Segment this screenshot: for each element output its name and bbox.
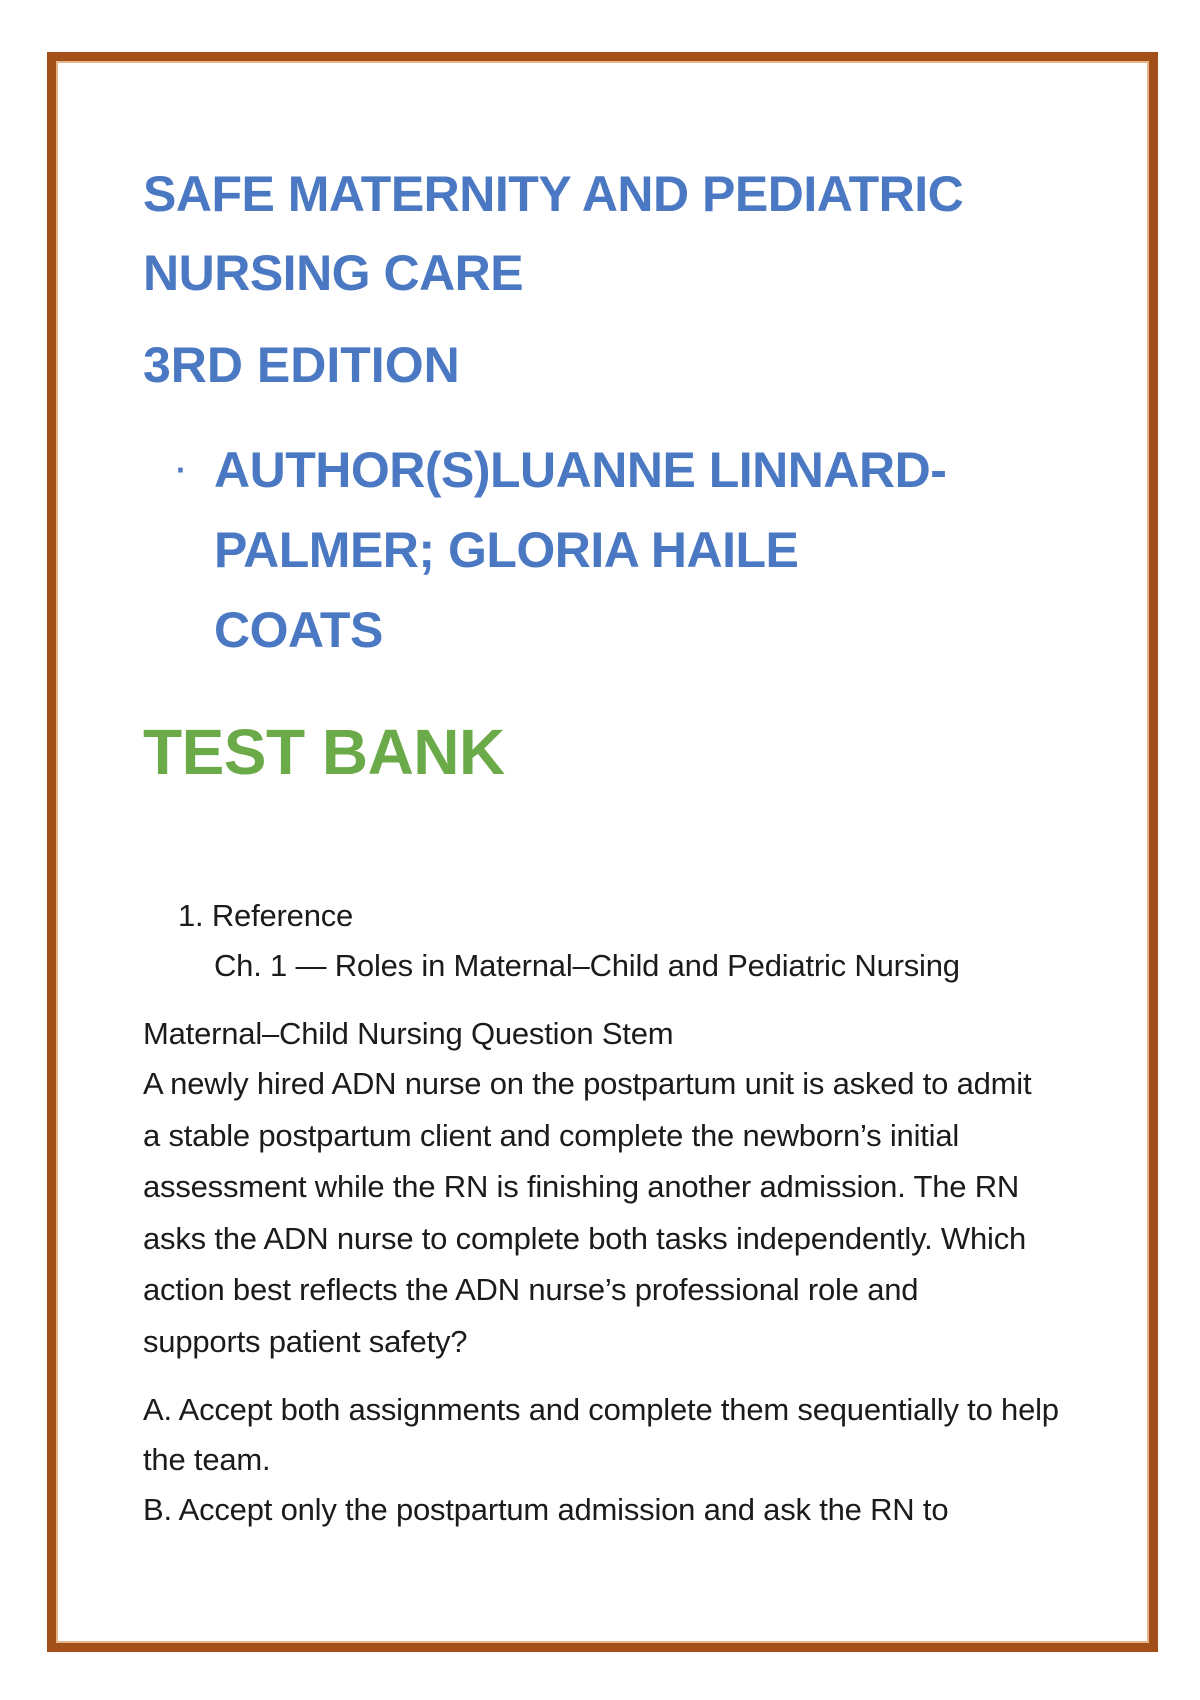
- answer-option-b: B. Accept only the postpartum admission and ask the RN to: [143, 1492, 949, 1527]
- question-stem: A newly hired ADN nurse on the postpartum unit is asked to admit a stable postpartum client and complete the newborn’s initial assessment while the RN is finishing another admission. The RN asks the ADN nurse to complete both tasks independently. Which action best reflects the ADN nurse’s professional role and supports patient safety?: [143, 1066, 1032, 1359]
- authors-line: AUTHOR(S)LUANNE LINNARD-PALMER; GLORIA HAILE COATS: [214, 442, 947, 658]
- edition-label: 3RD EDITION: [143, 337, 460, 393]
- question-number: 1. Reference: [178, 898, 354, 933]
- section-heading: TEST BANK: [143, 716, 505, 788]
- book-title: [143, 155, 963, 313]
- author-bullet-icon: ·: [176, 452, 187, 488]
- book-title-line-1: SAFE MATERNITY AND PEDIATRIC: [143, 166, 964, 222]
- book-title-line-2: NURSING CARE: [143, 245, 524, 301]
- chapter-reference: Ch. 1 — Roles in Maternal–Child and Pediatric Nursing: [214, 948, 960, 983]
- question-stem-label: Maternal–Child Nursing Question Stem: [143, 1016, 674, 1051]
- answer-option-a: A. Accept both assignments and complete them sequentially to help the team.: [143, 1392, 1059, 1477]
